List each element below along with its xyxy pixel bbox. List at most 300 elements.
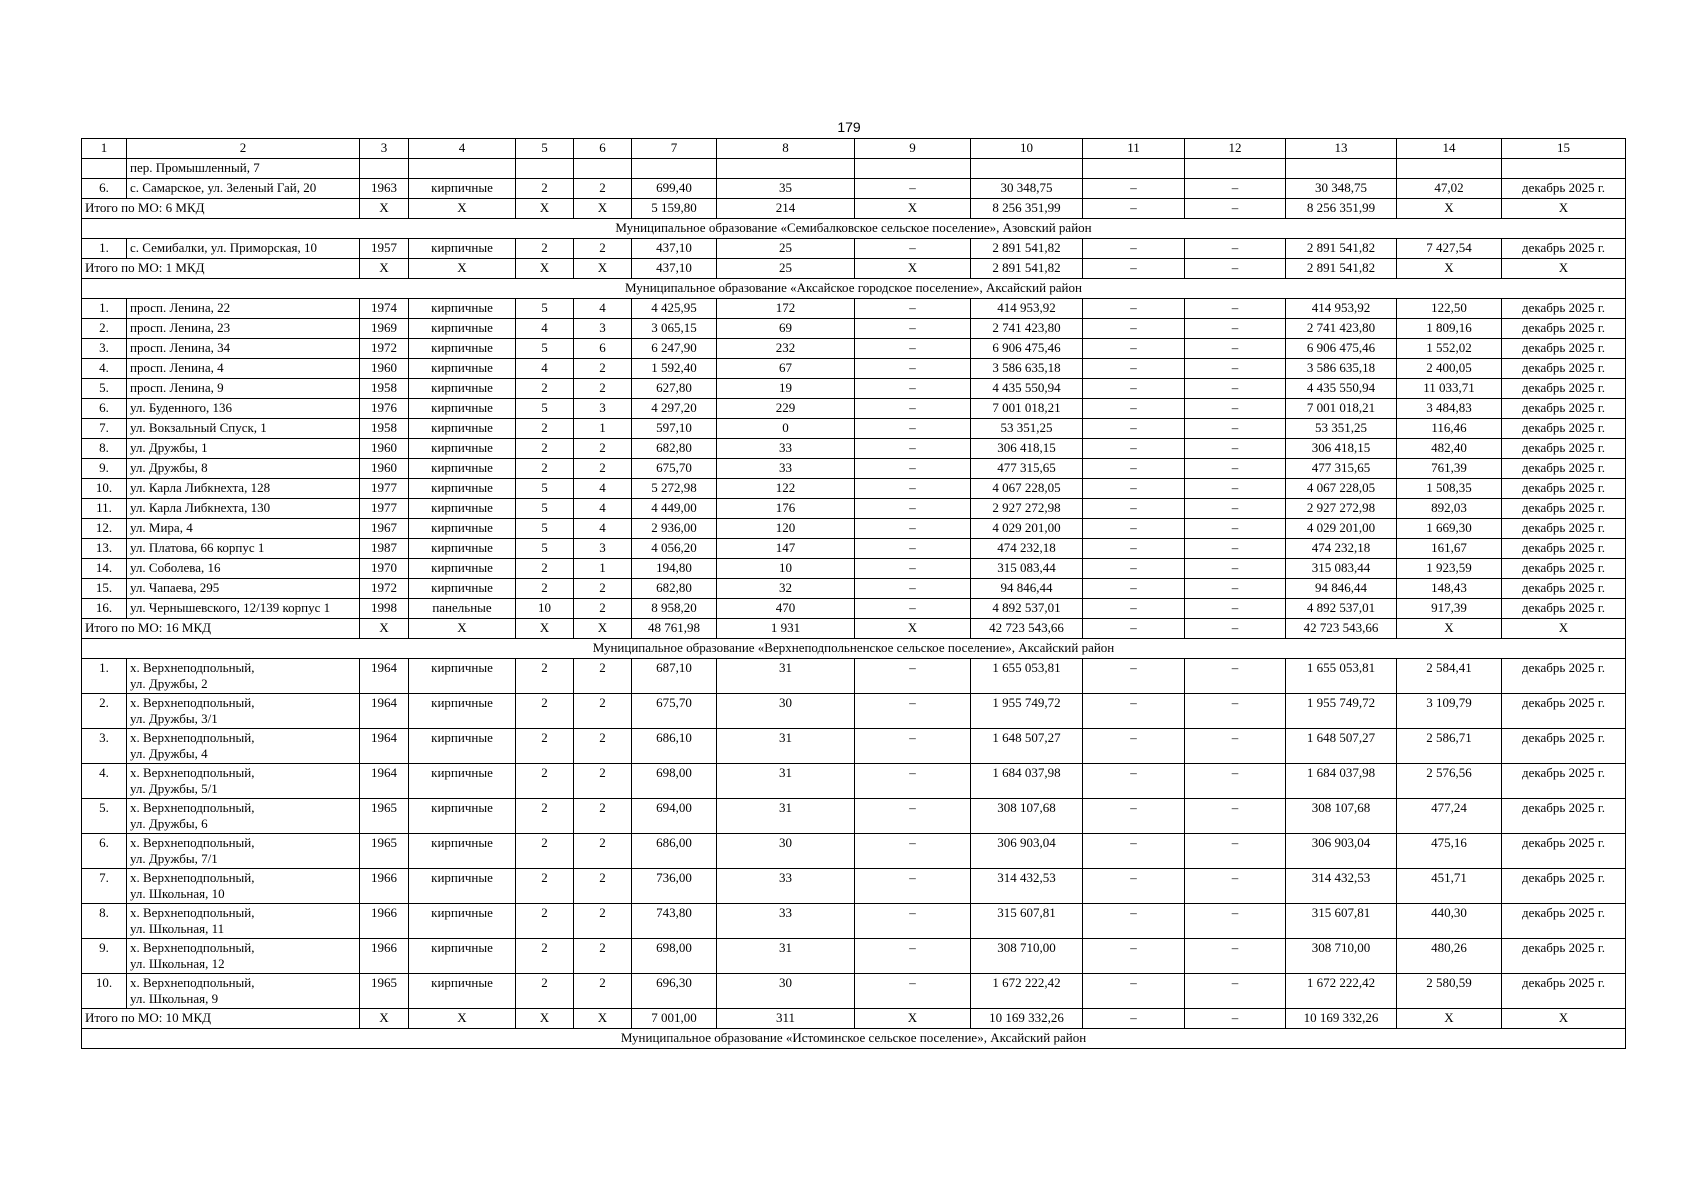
table-cell: кирпичные <box>409 339 516 359</box>
table-cell: – <box>855 299 971 319</box>
table-cell: 1957 <box>360 239 409 259</box>
table-cell: 2 <box>574 799 632 834</box>
table-cell: – <box>1185 939 1286 974</box>
table-cell: 1963 <box>360 179 409 199</box>
table-cell <box>1286 159 1397 179</box>
table-cell: 6 906 475,46 <box>1286 339 1397 359</box>
total-cell: X <box>360 259 409 279</box>
table-cell: – <box>1083 359 1185 379</box>
table-cell: 699,40 <box>632 179 717 199</box>
table-cell: 1967 <box>360 519 409 539</box>
table-cell: 743,80 <box>632 904 717 939</box>
total-cell: – <box>1185 1009 1286 1029</box>
table-cell: – <box>855 764 971 799</box>
table-cell: 120 <box>717 519 855 539</box>
table-cell: кирпичные <box>409 519 516 539</box>
table-cell: 2 <box>516 834 574 869</box>
table-cell: – <box>855 579 971 599</box>
table-cell: декабрь 2025 г. <box>1502 179 1626 199</box>
table-cell: декабрь 2025 г. <box>1502 499 1626 519</box>
total-cell: 42 723 543,66 <box>971 619 1083 639</box>
total-cell: X <box>1502 1009 1626 1029</box>
table-cell: 1977 <box>360 479 409 499</box>
address-line-2: ул. Школьная, 12 <box>130 956 225 971</box>
table-cell: – <box>1185 239 1286 259</box>
table-cell: 30 <box>717 834 855 869</box>
table-cell: 315 083,44 <box>1286 559 1397 579</box>
table-cell: кирпичные <box>409 539 516 559</box>
table-cell: 1 648 507,27 <box>1286 729 1397 764</box>
table-row <box>82 459 1626 479</box>
table-cell: 5 <box>516 299 574 319</box>
column-number: 4 <box>409 139 516 159</box>
table-cell: 30 <box>717 694 855 729</box>
total-cell: X <box>1397 619 1502 639</box>
table-cell: декабрь 2025 г. <box>1502 299 1626 319</box>
table-cell: 0 <box>717 419 855 439</box>
table-cell: 2 <box>574 379 632 399</box>
table-cell: – <box>1185 519 1286 539</box>
column-number: 5 <box>516 139 574 159</box>
table-cell: – <box>1083 599 1185 619</box>
table-cell: 1 955 749,72 <box>1286 694 1397 729</box>
table-cell: – <box>1083 694 1185 729</box>
table-cell: 686,00 <box>632 834 717 869</box>
table-cell: – <box>855 599 971 619</box>
address-cell: с. Семибалки, ул. Приморская, 10 <box>127 239 360 259</box>
table-cell <box>1185 159 1286 179</box>
total-cell: 2 891 541,82 <box>1286 259 1397 279</box>
table-row <box>82 359 1626 379</box>
table-cell: 1 955 749,72 <box>971 694 1083 729</box>
table-cell: – <box>1185 694 1286 729</box>
total-cell: X <box>855 199 971 219</box>
row-number: 15. <box>82 579 127 599</box>
table-cell: 2 936,00 <box>632 519 717 539</box>
table-cell: 682,80 <box>632 579 717 599</box>
table-cell: 2 <box>516 764 574 799</box>
address-cell: ул. Карла Либкнехта, 130 <box>127 499 360 519</box>
table-row <box>82 239 1626 259</box>
table-cell: – <box>1185 499 1286 519</box>
table-cell: – <box>1083 869 1185 904</box>
table-cell: 1960 <box>360 359 409 379</box>
address-cell: просп. Ленина, 9 <box>127 379 360 399</box>
table-cell: 1964 <box>360 659 409 694</box>
total-cell: X <box>409 259 516 279</box>
table-cell: 682,80 <box>632 439 717 459</box>
table-cell: 31 <box>717 939 855 974</box>
address-line-1: х. Верхнеподпольный, <box>130 940 255 955</box>
table-cell: 1 592,40 <box>632 359 717 379</box>
row-number: 6. <box>82 399 127 419</box>
table-cell: – <box>1185 764 1286 799</box>
table-cell: – <box>855 869 971 904</box>
table-cell: 2 <box>516 799 574 834</box>
table-cell: декабрь 2025 г. <box>1502 539 1626 559</box>
table-cell: – <box>855 499 971 519</box>
row-number: 7. <box>82 869 127 904</box>
table-cell: 2 580,59 <box>1397 974 1502 1009</box>
table-row <box>82 834 1626 869</box>
table-cell: 6 <box>574 339 632 359</box>
table-cell: 1969 <box>360 319 409 339</box>
address-cell: просп. Ленина, 22 <box>127 299 360 319</box>
table-cell: 2 <box>574 939 632 974</box>
row-number: 7. <box>82 419 127 439</box>
address-line-1: х. Верхнеподпольный, <box>130 765 255 780</box>
table-cell: – <box>855 974 971 1009</box>
table-cell: 917,39 <box>1397 599 1502 619</box>
table-cell <box>971 159 1083 179</box>
table-cell <box>409 159 516 179</box>
table-cell: 474 232,18 <box>971 539 1083 559</box>
address-cell: ул. Чернышевского, 12/139 корпус 1 <box>127 599 360 619</box>
municipality-total-row <box>82 1009 1626 1029</box>
table-cell: – <box>855 419 971 439</box>
table-cell: 1 552,02 <box>1397 339 1502 359</box>
row-number: 2. <box>82 319 127 339</box>
table-cell: 35 <box>717 179 855 199</box>
table-cell: 308 710,00 <box>971 939 1083 974</box>
total-cell: 25 <box>717 259 855 279</box>
table-cell: – <box>1083 459 1185 479</box>
column-number: 9 <box>855 139 971 159</box>
table-row <box>82 799 1626 834</box>
table-cell: декабрь 2025 г. <box>1502 834 1626 869</box>
row-number: 4. <box>82 359 127 379</box>
table-cell: 1958 <box>360 419 409 439</box>
table-cell: 2 <box>574 179 632 199</box>
table-cell: – <box>1185 319 1286 339</box>
total-cell: – <box>1185 259 1286 279</box>
address-cell: с. Самарское, ул. Зеленый Гай, 20 <box>127 179 360 199</box>
address-line-1: х. Верхнеподпольный, <box>130 800 255 815</box>
table-cell: 176 <box>717 499 855 519</box>
table-cell: 3 484,83 <box>1397 399 1502 419</box>
table-cell: 4 <box>574 479 632 499</box>
table-cell: 1 809,16 <box>1397 319 1502 339</box>
table-cell: – <box>1083 419 1185 439</box>
total-label: Итого по МО: 6 МКД <box>82 199 360 219</box>
table-cell: кирпичные <box>409 904 516 939</box>
table-cell: 4 <box>574 299 632 319</box>
total-cell: X <box>409 619 516 639</box>
total-cell: 8 256 351,99 <box>971 199 1083 219</box>
table-cell: кирпичные <box>409 419 516 439</box>
table-cell: 1964 <box>360 694 409 729</box>
table-row <box>82 439 1626 459</box>
table-cell: – <box>1083 339 1185 359</box>
table-cell: кирпичные <box>409 559 516 579</box>
address-cell: ул. Карла Либкнехта, 128 <box>127 479 360 499</box>
total-cell: X <box>516 199 574 219</box>
table-cell: – <box>1185 459 1286 479</box>
table-cell: 414 953,92 <box>1286 299 1397 319</box>
table-cell: – <box>855 479 971 499</box>
table-cell: 31 <box>717 729 855 764</box>
municipality-total-row <box>82 619 1626 639</box>
address-line-1: х. Верхнеподпольный, <box>130 730 255 745</box>
table-cell: 686,10 <box>632 729 717 764</box>
address-line-1: х. Верхнеподпольный, <box>130 835 255 850</box>
table-cell: – <box>855 834 971 869</box>
table-cell: – <box>855 319 971 339</box>
table-cell: декабрь 2025 г. <box>1502 359 1626 379</box>
address-cell: ул. Платова, 66 корпус 1 <box>127 539 360 559</box>
table-cell: 5 <box>516 339 574 359</box>
total-cell: X <box>574 259 632 279</box>
row-number: 8. <box>82 439 127 459</box>
table-cell: 4 056,20 <box>632 539 717 559</box>
table-cell: 3 <box>574 539 632 559</box>
address-cell: ул. Чапаева, 295 <box>127 579 360 599</box>
table-cell: 4 <box>574 499 632 519</box>
table-cell <box>360 159 409 179</box>
table-cell: – <box>855 519 971 539</box>
total-cell: 2 891 541,82 <box>971 259 1083 279</box>
table-cell: 30 348,75 <box>971 179 1083 199</box>
table-cell: 4 449,00 <box>632 499 717 519</box>
table-cell: 2 576,56 <box>1397 764 1502 799</box>
table-cell: 2 <box>516 904 574 939</box>
table-cell: – <box>855 379 971 399</box>
table-cell: 5 <box>516 499 574 519</box>
address-cell <box>127 834 360 869</box>
table-cell: 315 083,44 <box>971 559 1083 579</box>
table-cell: 475,16 <box>1397 834 1502 869</box>
table-cell: 675,70 <box>632 459 717 479</box>
table-cell: 694,00 <box>632 799 717 834</box>
total-cell: 5 159,80 <box>632 199 717 219</box>
column-number-row <box>82 139 1626 159</box>
total-cell: X <box>1502 259 1626 279</box>
total-cell: X <box>574 1009 632 1029</box>
table-cell: 736,00 <box>632 869 717 904</box>
total-cell: 1 931 <box>717 619 855 639</box>
total-cell: X <box>360 1009 409 1029</box>
table-cell: 1960 <box>360 439 409 459</box>
table-cell: 1964 <box>360 764 409 799</box>
table-cell: 2 <box>574 599 632 619</box>
table-cell: кирпичные <box>409 359 516 379</box>
table-cell: – <box>855 539 971 559</box>
table-cell: 10 <box>717 559 855 579</box>
table-cell: 4 067 228,05 <box>971 479 1083 499</box>
row-number: 4. <box>82 764 127 799</box>
address-cell: ул. Дружбы, 8 <box>127 459 360 479</box>
total-cell: 437,10 <box>632 259 717 279</box>
total-label: Итого по МО: 16 МКД <box>82 619 360 639</box>
table-cell: 1977 <box>360 499 409 519</box>
column-number: 13 <box>1286 139 1397 159</box>
table-cell: 1 655 053,81 <box>971 659 1083 694</box>
table-cell: 761,39 <box>1397 459 1502 479</box>
column-number: 10 <box>971 139 1083 159</box>
table-cell: кирпичные <box>409 499 516 519</box>
table-cell: 1 508,35 <box>1397 479 1502 499</box>
table-cell: 698,00 <box>632 939 717 974</box>
row-number: 9. <box>82 939 127 974</box>
table-cell: – <box>1083 579 1185 599</box>
table-row <box>82 729 1626 764</box>
table-cell: 2 400,05 <box>1397 359 1502 379</box>
table-cell: – <box>855 239 971 259</box>
column-number: 7 <box>632 139 717 159</box>
address-line-2: ул. Дружбы, 6 <box>130 816 208 831</box>
table-cell: – <box>1185 729 1286 764</box>
table-cell: 4 892 537,01 <box>1286 599 1397 619</box>
table-cell: 315 607,81 <box>1286 904 1397 939</box>
table-cell: 2 <box>516 559 574 579</box>
table-cell: 6 906 475,46 <box>971 339 1083 359</box>
address-line-2: ул. Дружбы, 5/1 <box>130 781 218 796</box>
table-cell: 315 607,81 <box>971 904 1083 939</box>
total-cell: X <box>855 619 971 639</box>
table-cell: 2 <box>516 179 574 199</box>
column-number: 12 <box>1185 139 1286 159</box>
table-cell: 194,80 <box>632 559 717 579</box>
table-cell <box>1083 159 1185 179</box>
table-cell: 7 001 018,21 <box>1286 399 1397 419</box>
address-line-1: х. Верхнеподпольный, <box>130 660 255 675</box>
table-cell: 2 <box>516 869 574 904</box>
table-cell: кирпичные <box>409 459 516 479</box>
table-cell: кирпичные <box>409 439 516 459</box>
table-cell: 2 586,71 <box>1397 729 1502 764</box>
table-cell: 1 923,59 <box>1397 559 1502 579</box>
table-cell: 1 672 222,42 <box>971 974 1083 1009</box>
municipality-title: Муниципальное образование «Семибалковское сельское поселение», Азовский район <box>82 219 1626 239</box>
table-cell: 1 684 037,98 <box>971 764 1083 799</box>
table-cell: 147 <box>717 539 855 559</box>
table-cell: – <box>1083 319 1185 339</box>
table-cell: 414 953,92 <box>971 299 1083 319</box>
municipality-title: Муниципальное образование «Истоминское сельское поселение», Аксайский район <box>82 1029 1626 1049</box>
column-number: 6 <box>574 139 632 159</box>
table-cell: 1 672 222,42 <box>1286 974 1397 1009</box>
table-cell: – <box>1083 519 1185 539</box>
table-cell: 627,80 <box>632 379 717 399</box>
total-cell: – <box>1083 619 1185 639</box>
table-cell: 5 <box>516 479 574 499</box>
table-cell: кирпичные <box>409 399 516 419</box>
table-cell: 2 <box>574 974 632 1009</box>
total-cell: 7 001,00 <box>632 1009 717 1029</box>
address-cell: ул. Буденного, 136 <box>127 399 360 419</box>
table-cell: 440,30 <box>1397 904 1502 939</box>
address-line-1: х. Верхнеподпольный, <box>130 905 255 920</box>
table-cell: – <box>855 559 971 579</box>
table-cell <box>1397 159 1502 179</box>
table-row <box>82 539 1626 559</box>
table-cell: 2 741 423,80 <box>1286 319 1397 339</box>
table-cell: 675,70 <box>632 694 717 729</box>
table-cell: – <box>1185 479 1286 499</box>
table-cell: 2 <box>516 379 574 399</box>
table-cell: – <box>1083 939 1185 974</box>
row-number: 3. <box>82 339 127 359</box>
table-cell: 1958 <box>360 379 409 399</box>
row-number: 1. <box>82 239 127 259</box>
table-cell: 451,71 <box>1397 869 1502 904</box>
row-number: 9. <box>82 459 127 479</box>
table-cell: 482,40 <box>1397 439 1502 459</box>
table-cell: 2 <box>574 834 632 869</box>
table-cell: – <box>1083 764 1185 799</box>
address-cell <box>127 799 360 834</box>
table-cell: – <box>1185 834 1286 869</box>
address-line-2: ул. Дружбы, 2 <box>130 676 208 691</box>
table-cell: 33 <box>717 459 855 479</box>
housing-registry-table <box>81 138 1626 1049</box>
table-cell: 94 846,44 <box>971 579 1083 599</box>
total-cell: X <box>1502 619 1626 639</box>
table-cell: – <box>1083 179 1185 199</box>
municipality-title: Муниципальное образование «Верхнеподпольненское сельское поселение», Аксайский район <box>82 639 1626 659</box>
table-cell: – <box>855 359 971 379</box>
table-cell: – <box>1185 359 1286 379</box>
table-cell: – <box>1185 579 1286 599</box>
table-cell: 1965 <box>360 799 409 834</box>
table-cell: – <box>1185 339 1286 359</box>
address-cell <box>127 974 360 1009</box>
table-cell: – <box>855 729 971 764</box>
table-cell: 2 <box>574 579 632 599</box>
table-cell: – <box>1083 399 1185 419</box>
total-cell: X <box>360 619 409 639</box>
municipality-section-row <box>82 219 1626 239</box>
column-number: 2 <box>127 139 360 159</box>
table-cell: – <box>1185 869 1286 904</box>
row-number: 5. <box>82 379 127 399</box>
table-cell: 5 <box>516 519 574 539</box>
table-cell: 2 <box>574 239 632 259</box>
table-cell: 4 <box>516 359 574 379</box>
row-number: 10. <box>82 479 127 499</box>
table-cell: кирпичные <box>409 299 516 319</box>
table-cell: 1964 <box>360 729 409 764</box>
table-cell <box>574 159 632 179</box>
table-cell: 1998 <box>360 599 409 619</box>
table-row <box>82 499 1626 519</box>
table-cell: декабрь 2025 г. <box>1502 869 1626 904</box>
table-cell: 3 109,79 <box>1397 694 1502 729</box>
total-cell: 8 256 351,99 <box>1286 199 1397 219</box>
table-cell: 687,10 <box>632 659 717 694</box>
address-line-1: х. Верхнеподпольный, <box>130 975 255 990</box>
table-cell: 597,10 <box>632 419 717 439</box>
row-number: 6. <box>82 179 127 199</box>
table-cell: 2 <box>516 659 574 694</box>
total-cell: X <box>516 259 574 279</box>
table-cell: 1 <box>574 559 632 579</box>
table-cell: – <box>855 659 971 694</box>
table-cell: 33 <box>717 904 855 939</box>
total-cell: 10 169 332,26 <box>1286 1009 1397 1029</box>
table-row <box>82 659 1626 694</box>
table-row <box>82 904 1626 939</box>
table-cell: декабрь 2025 г. <box>1502 399 1626 419</box>
address-cell: ул. Вокзальный Спуск, 1 <box>127 419 360 439</box>
table-cell: 1976 <box>360 399 409 419</box>
table-cell: декабрь 2025 г. <box>1502 419 1626 439</box>
table-cell: декабрь 2025 г. <box>1502 579 1626 599</box>
table-cell: 2 <box>574 869 632 904</box>
row-number: 12. <box>82 519 127 539</box>
table-cell: кирпичные <box>409 239 516 259</box>
address-line-2: ул. Дружбы, 7/1 <box>130 851 218 866</box>
